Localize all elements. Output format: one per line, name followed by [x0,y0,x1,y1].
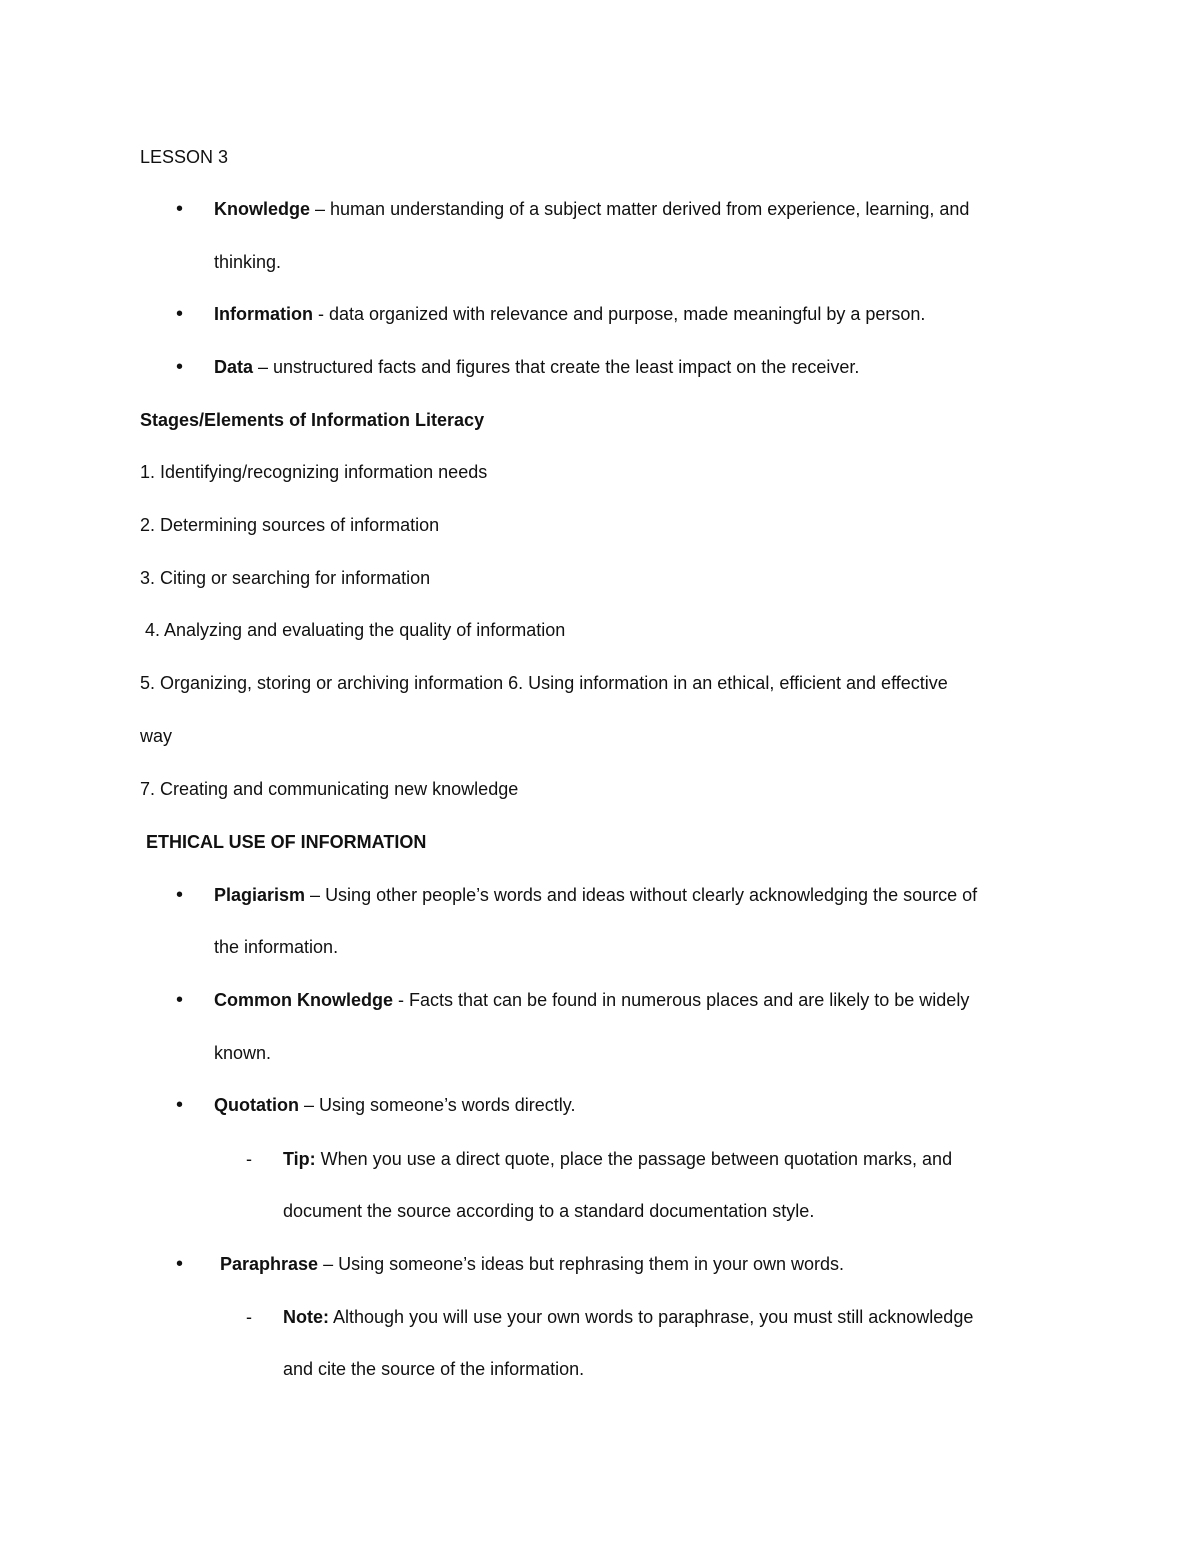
separator: – [298,1095,319,1115]
separator: – [318,1254,339,1274]
stage-item: 1. Identifying/recognizing information needs [140,462,488,482]
term: Plagiarism [214,885,306,905]
bullet-icon: • [176,884,184,906]
stage-item-cont: way [140,726,173,746]
dash-marker: - [246,1307,252,1327]
item-paraphrase [220,1253,844,1275]
separator: - [393,990,409,1010]
definition-text: unstructured facts and figures that create the least impact on the receiver. [273,357,860,377]
dash-marker: - [246,1149,252,1169]
definition-text: human understanding of a subject matter derived from experience, learning, and [330,199,970,219]
definition-information [214,303,925,325]
tip-text: When you use a direct quote, place the passage between quotation marks, and [315,1149,953,1169]
note-text: Although you will use your own words to paraphrase, you must still acknowledge [329,1307,974,1327]
definition-knowledge [214,198,969,220]
stage-item: 4. Analyzing and evaluating the quality of information [140,620,566,640]
tip [283,1148,952,1170]
item-text: Using someone’s ideas but rephrasing them in your own words. [338,1254,845,1274]
bullet-icon: • [176,198,184,220]
item-plagiarism-cont: the information. [214,937,339,957]
tip-cont: document the source according to a standard documentation style. [283,1201,815,1221]
item-text: Using someone’s words directly. [319,1095,576,1115]
stage-item: 7. Creating and communicating new knowledge [140,779,519,799]
note [283,1306,973,1328]
definition-text: data organized with relevance and purpose, made meaningful by a person. [329,304,926,324]
separator: – [253,357,274,377]
term: Common Knowledge [214,990,393,1010]
note-cont: and cite the source of the information. [283,1359,585,1379]
stage-item: 2. Determining sources of information [140,515,440,535]
tip-label: Tip: [283,1149,316,1169]
definition-knowledge-cont: thinking. [214,252,282,272]
definition-data [214,356,859,378]
item-plagiarism [214,884,977,906]
term: Quotation [214,1095,299,1115]
separator: – [310,199,331,219]
term: Data [214,357,254,377]
bullet-icon: • [176,303,184,325]
item-text: Facts that can be found in numerous places and are likely to be widely [409,990,970,1010]
term: Paraphrase [220,1254,319,1274]
bullet-icon: • [176,1094,184,1116]
note-label: Note: [283,1307,329,1327]
item-quotation [214,1094,575,1116]
separator: - [313,304,329,324]
ethical-heading: ETHICAL USE OF INFORMATION [146,832,427,852]
item-text: Using other people’s words and ideas without clearly acknowledging the source of [325,885,978,905]
bullet-icon: • [176,356,184,378]
stage-item: 5. Organizing, storing or archiving information 6. Using information in an ethical, efficient and effective [140,673,948,693]
item-common-knowledge-cont: known. [214,1043,272,1063]
stages-heading: Stages/Elements of Information Literacy [140,410,485,430]
term: Knowledge [214,199,311,219]
stage-item: 3. Citing or searching for information [140,568,431,588]
bullet-icon: • [176,989,184,1011]
item-common-knowledge [214,989,969,1011]
separator: – [305,885,326,905]
bullet-icon: • [176,1253,184,1275]
term: Information [214,304,313,324]
lesson-title: LESSON 3 [140,147,229,167]
